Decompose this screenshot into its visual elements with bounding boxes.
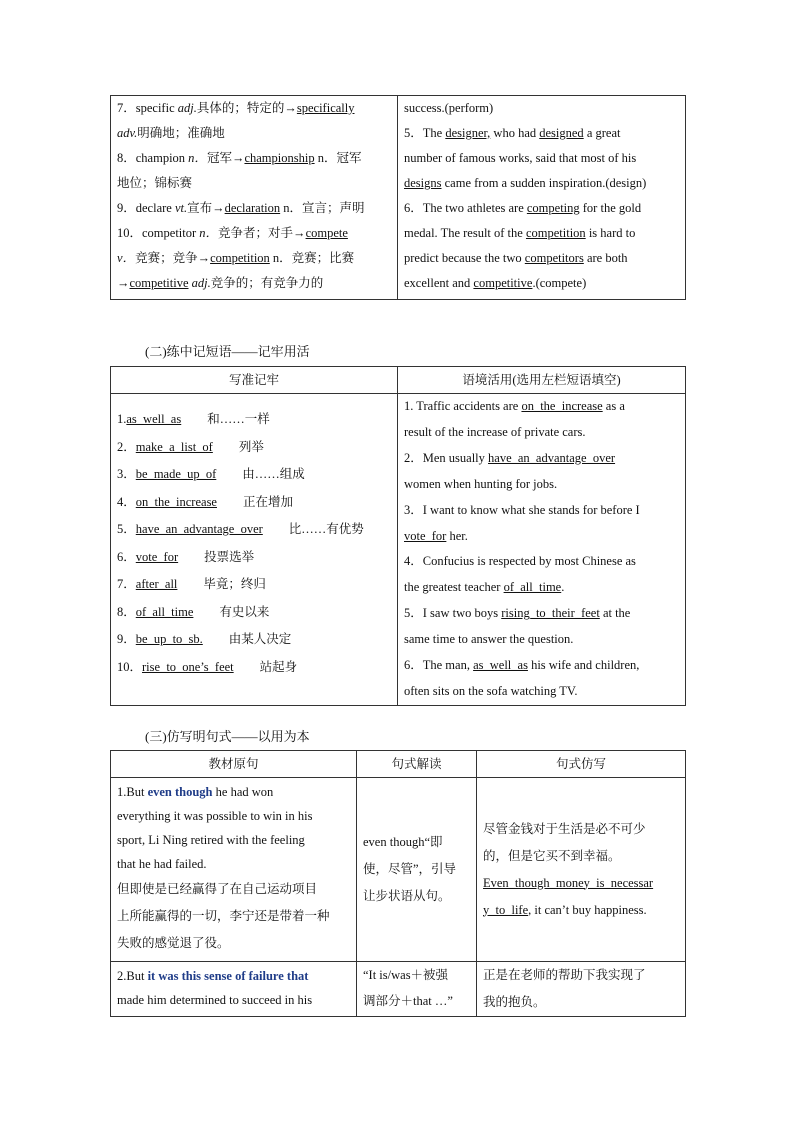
context-line: 2．Men usually have_an_advantage_over (404, 450, 616, 465)
sentence-line: 2.But it was this sense of failure that (117, 969, 309, 983)
vocab-line: 地位；锦标赛 (117, 176, 193, 190)
section-title-phrases: (二)练中记短语——记牢用活 (145, 344, 310, 359)
vocab-line: 10．competitor n．竞争者；对手→compete (117, 226, 348, 240)
exercise-line: designs came from a sudden inspiration.(design) (404, 176, 647, 190)
context-line: women when hunting for jobs. (404, 476, 558, 491)
context-line: 5．I saw two boys rising_to_their_feet at the (404, 606, 631, 621)
context-line: 6．The man, as_well_as his wife and children, (404, 658, 640, 673)
sentence-line: made him determined to succeed in his (117, 993, 313, 1007)
original-sentence-cell (111, 778, 357, 962)
context-line: same time to answer the question. (404, 632, 574, 647)
sentence-header-analysis: 句式解读 (357, 751, 477, 778)
context-line: the greatest teacher of_all_time. (404, 580, 565, 595)
context-line: often sits on the sofa watching TV. (404, 683, 578, 698)
phrase-list-cell (111, 394, 398, 706)
exercise-line: number of famous works, said that most of his (404, 151, 637, 165)
context-cell (398, 394, 686, 706)
sentence-header-original: 教材原句 (111, 751, 357, 778)
phrase-item: 1.as_well_as 和……一样 (117, 412, 270, 426)
context-line: 1. Traffic accidents are on_the_increase as a (404, 399, 625, 413)
imitate-cell: 正是在老师的帮助下我实现了 我的抱负。 (477, 962, 686, 1017)
exercise-line: predict because the two competitors are both (404, 251, 628, 265)
context-line: 3．I want to know what she stands for before I (404, 502, 640, 517)
phrase-item: 8．of_all_time 有史以来 (117, 604, 270, 619)
vocab-line: 8．champion n．冠军→championship n．冠军 (117, 151, 362, 165)
vocab-line: v．竞赛；竞争→competition n．竞赛；比赛 (117, 251, 355, 265)
vocab-line: 9．declare vt.宣布→declaration n．宣言；声明 (117, 201, 365, 215)
context-line: 4．Confucius is respected by most Chinese as (404, 554, 636, 569)
original-sentence-cell (111, 962, 357, 1017)
analysis-cell: “It is/was＋被强 调部分＋that …” (357, 962, 477, 1017)
phrase-item: 2．make_a_list_of 列举 (117, 439, 264, 454)
phrase-table-header-right: 语境活用(选用左栏短语填空) (398, 367, 686, 394)
sentence-line: 上所能赢得的一切，李宁还是带着一种 (117, 909, 330, 923)
phrase-item: 9．be_up_to_sb. 由某人决定 (117, 632, 292, 646)
phrase-table (110, 366, 686, 706)
sentence-line: 1.But even though he had won (117, 785, 274, 799)
phrase-item: 4．on_the_increase 正在增加 (117, 494, 293, 509)
sentence-table (110, 750, 686, 1017)
analysis-cell: even though“即 使，尽管”，引导 让步状语从句。 (357, 778, 477, 962)
phrase-table-header-left: 写准记牢 (111, 367, 398, 394)
exercise-line: success.(perform) (404, 101, 494, 115)
phrase-item: 6．vote_for 投票选举 (117, 549, 255, 564)
sentence-line: sport, Li Ning retired with the feeling (117, 833, 305, 847)
sentence-header-imitate: 句式仿写 (477, 751, 686, 778)
vocab-line: →competitive adj.竞争的；有竞争力的 (117, 276, 324, 290)
phrase-item: 3．be_made_up_of 由……组成 (117, 467, 305, 481)
exercise-line: 5．The designer, who had designed a great (404, 126, 621, 140)
phrase-item: 5．have_an_advantage_over 比……有优势 (117, 522, 364, 536)
vocab-line: adv.明确地；准确地 (117, 126, 225, 140)
sentence-line: 失败的感觉退了役。 (117, 936, 230, 950)
vocab-right-cell (398, 96, 686, 300)
context-line: result of the increase of private cars. (404, 424, 586, 439)
context-line: vote_for her. (404, 528, 468, 543)
vocab-table (110, 95, 686, 300)
sentence-line: 但即使是已经赢得了在自己运动项目 (117, 882, 318, 896)
phrase-item: 7．after_all 毕竟；终归 (117, 577, 266, 591)
vocab-left-cell (111, 96, 398, 300)
phrase-item: 10．rise_to_one’s_feet 站起身 (117, 659, 298, 674)
imitate-cell: 尽管金钱对于生活是必不可少 的，但是它买不到幸福。 Even_though_money_is_necessar y_to_life, it can’t buy happiness. (477, 778, 686, 962)
exercise-line: medal. The result of the competition is hard to (404, 226, 636, 240)
section-title-sentences: (三)仿写明句式——以用为本 (145, 729, 310, 744)
sentence-line: that he had failed. (117, 857, 207, 871)
vocab-line: 7．specific adj.具体的；特定的→specifically (117, 101, 355, 115)
exercise-line: 6．The two athletes are competing for the gold (404, 201, 642, 215)
exercise-line: excellent and competitive.(compete) (404, 276, 587, 290)
sentence-line: everything it was possible to win in his (117, 809, 313, 823)
